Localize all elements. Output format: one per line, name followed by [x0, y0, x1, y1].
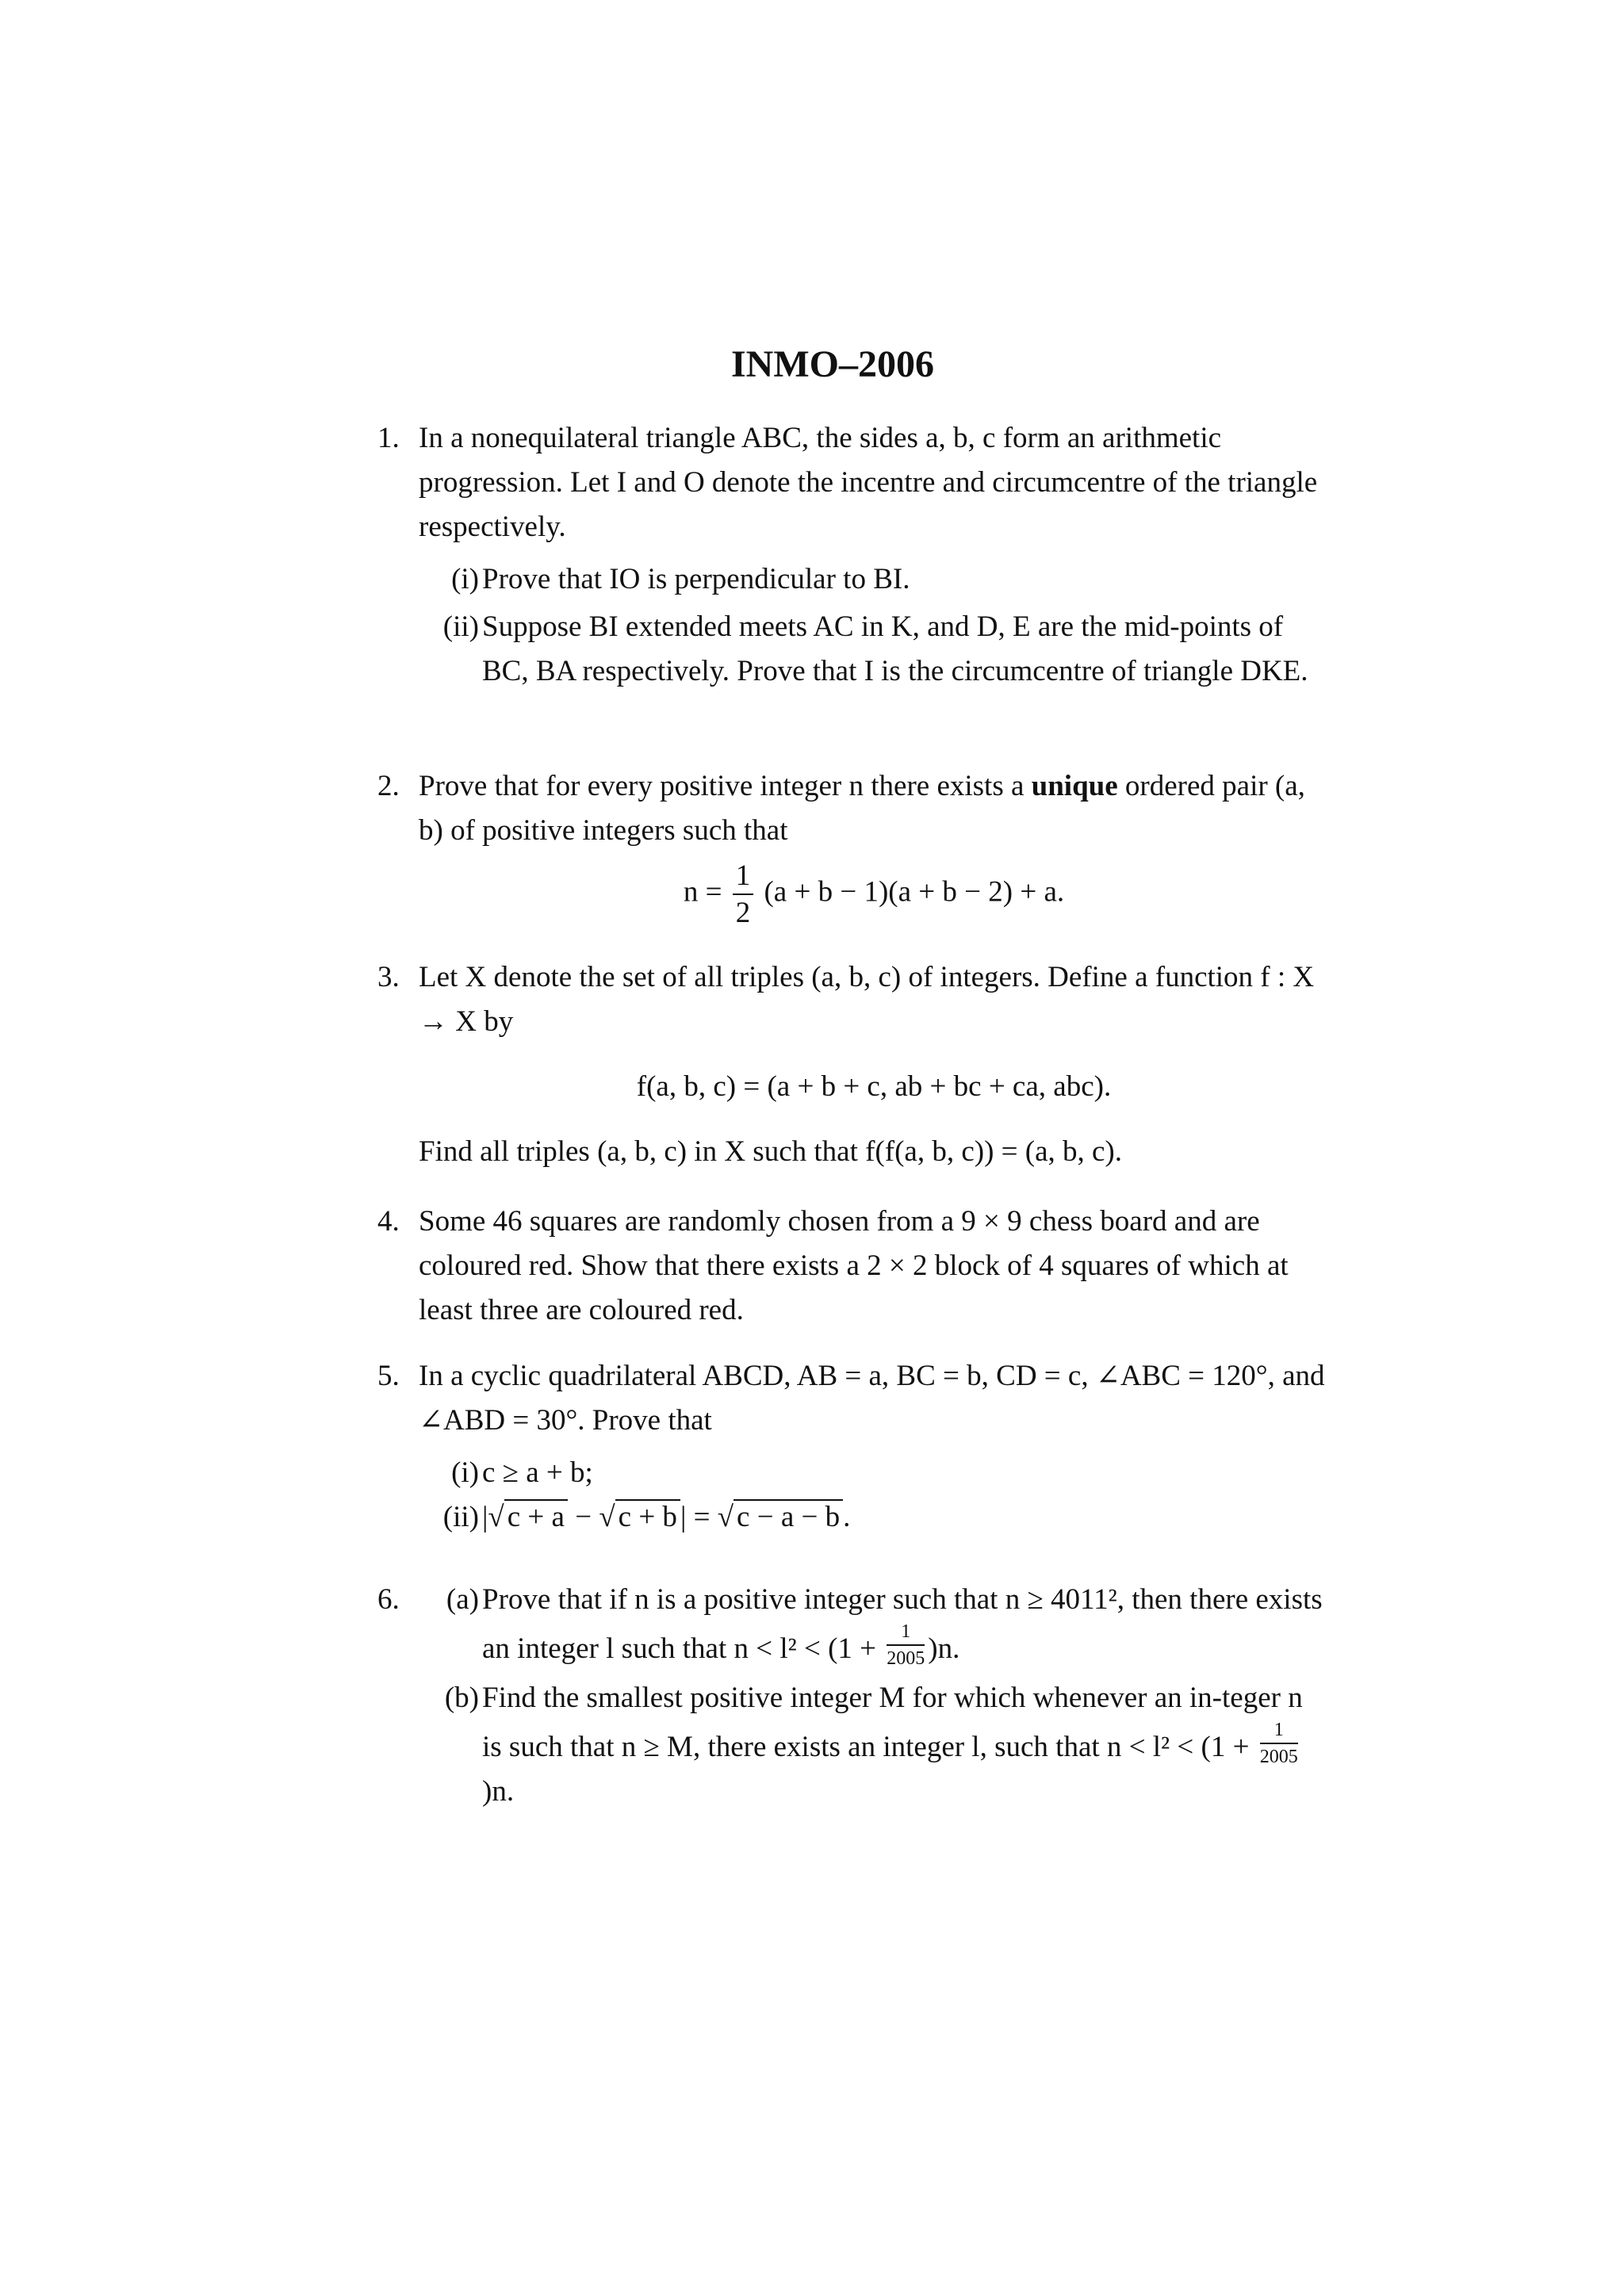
- problem-number: 1.: [377, 422, 400, 454]
- fraction: [733, 861, 754, 928]
- text-segment: Let X denote the set of all triples (a, b, c) of integers. Define a function f : X → X by: [419, 961, 1315, 1038]
- fraction-denominator: 2005: [1259, 1747, 1298, 1767]
- problem-1: [377, 416, 1329, 694]
- formula-rhs: (a + b − 1)(a + b − 2) + a.: [764, 875, 1065, 909]
- sqrt-radicand: c + a: [504, 1499, 568, 1533]
- sqrt-radicand: c + b: [615, 1499, 680, 1533]
- problem-text: In a cyclic quadrilateral ABCD, AB = a, BC = b, CD = c, ∠ABC = 120°, and ∠ABD = 30°. Prove that: [419, 1360, 1325, 1437]
- sqrt-radicand: c − a − b: [733, 1499, 843, 1533]
- part-text: Find the smallest positive integer M for which whenever an in-teger n is such that n ≥ M, there exists an integer l, such that n < l² < (1 +: [482, 1682, 1303, 1763]
- problem-part: [419, 557, 1329, 602]
- part-label: (i): [451, 563, 479, 595]
- text-segment: |: [482, 1501, 488, 1533]
- display-formula: [419, 861, 1329, 928]
- text-segment: | =: [680, 1501, 718, 1533]
- text-segment: ordered pair (a, b) of positive integers such that: [419, 770, 1305, 847]
- part-label: (a): [446, 1583, 479, 1616]
- problem-number: 4.: [377, 1205, 400, 1238]
- part-text: Prove that IO is perpendicular to BI.: [482, 563, 910, 595]
- text-segment: .: [843, 1501, 851, 1533]
- text-segment: Find all triples (a, b, c) in X such that f(f(a, b, c)) = (a, b, c).: [419, 1135, 1122, 1168]
- text-segment: −: [567, 1501, 599, 1533]
- problem-part: [419, 605, 1329, 694]
- part-text: Prove that if n is a positive integer such that n ≥ 4011², then there exists an integer l such that n < l² < (1 +: [482, 1583, 1323, 1665]
- problem-number: 5.: [377, 1360, 400, 1392]
- text-segment: )n.: [928, 1632, 960, 1665]
- problem-part: [377, 1676, 1329, 1814]
- part-text: Suppose BI extended meets AC in K, and D, E are the mid-points of BC, BA respectively. Prove that I is the circumcentre of triangle DKE.: [482, 610, 1308, 687]
- problem-3: [377, 955, 1329, 1174]
- text-segment: )n.: [482, 1775, 515, 1808]
- part-text: c ≥ a + b;: [482, 1456, 593, 1489]
- formula-lhs: n =: [683, 875, 722, 909]
- part-label: (ii): [442, 610, 479, 643]
- problem-2: [377, 764, 1329, 932]
- problem-part: [419, 1451, 1329, 1495]
- fraction-denominator: 2005: [887, 1648, 925, 1669]
- problem-4: [377, 1200, 1329, 1333]
- problem-text: In a nonequilateral triangle ABC, the sides a, b, c form an arithmetic progression. Let I and O denote the incentre and circumcentre of the triangle respectively.: [419, 422, 1318, 543]
- problem-text: [419, 764, 1329, 928]
- fraction-numerator: 1: [887, 1622, 925, 1646]
- fraction: [887, 1622, 925, 1668]
- problem-text: Some 46 squares are randomly chosen from a 9 × 9 chess board and are coloured red. Show that there exists a 2 × 2 block of 4 squares of which at least three are coloured red.: [419, 1205, 1289, 1326]
- problem-part: (ii) |√ c + a − √ c + b | = √ c − a − b .: [419, 1495, 1329, 1540]
- problem-text: [419, 955, 1329, 1174]
- problem-5: [377, 1354, 1329, 1540]
- fraction-numerator: 1: [1260, 1720, 1298, 1744]
- fraction-denominator: 2: [735, 897, 751, 929]
- part-label: (b): [444, 1682, 479, 1714]
- problem-6: [377, 1578, 1329, 1814]
- page-title: INMO–2006: [731, 343, 934, 385]
- part-label: (ii): [442, 1501, 479, 1533]
- fraction: [1260, 1720, 1298, 1766]
- fraction-numerator: 1: [733, 861, 754, 895]
- problem-number: 2.: [377, 770, 400, 802]
- bold-text: unique: [1031, 770, 1118, 802]
- display-formula: f(a, b, c) = (a + b + c, ab + bc + ca, abc).: [636, 1070, 1112, 1103]
- text-segment: Prove that for every positive integer n there exists a: [419, 770, 1025, 802]
- problem-number: 6.: [377, 1583, 400, 1616]
- problem-number: 3.: [377, 961, 400, 993]
- problem-part: [377, 1578, 1329, 1671]
- part-label: (i): [451, 1456, 479, 1489]
